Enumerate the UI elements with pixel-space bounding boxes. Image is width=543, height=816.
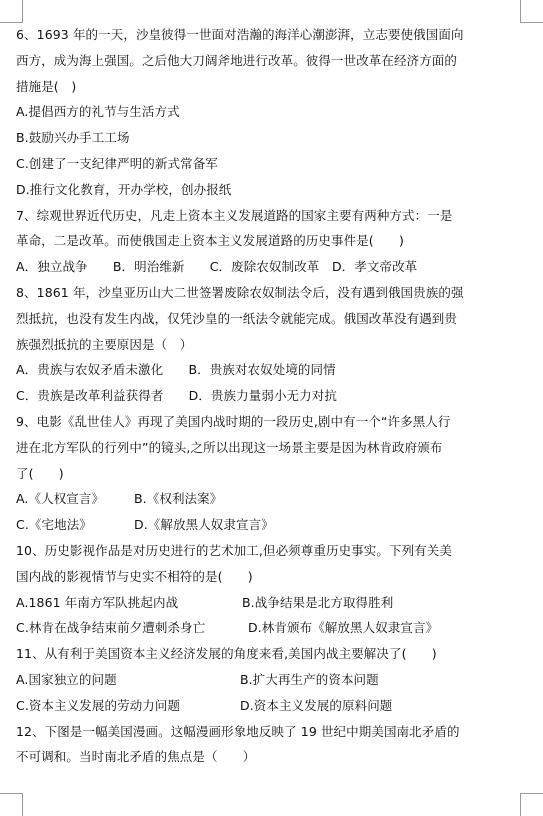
question-stem-line: 国内战的影视情节与史实不相符的是( ) [16,568,253,584]
question-stem-line: 9、电影《乱世佳人》再现了美国内战时期的一段历史,剧中有一个“许多黑人行 [16,413,451,429]
crop-mark-top-left [0,0,23,23]
option-a: A.国家独立的问题 [16,671,117,687]
question-8 [16,280,536,409]
question-stem-line: 10、历史影视作品是对历史进行的艺术加工,但必须尊重历史事实。下列有关美 [16,542,452,558]
option-d: D.《解放黑人奴隶宣言》 [134,517,274,533]
question-stem-line: 进在北方军队的行列中”的镜头,之所以出现这一场景主要是因为林肯政府颁布 [16,439,443,455]
option-a: A.提倡西方的礼节与生活方式 [16,104,180,120]
question-stem-line: 了( ) [16,465,64,481]
option-d: D.推行文化教育，开办学校，创办报纸 [16,181,232,197]
question-stem-line: 8、1861 年，沙皇亚历山大二世签署废除农奴制法令后，没有遇到俄国贵族的强 [16,284,464,300]
option-b: B.鼓励兴办手工工场 [16,130,130,146]
option-d: D.林肯颁布《解放黑人奴隶宣言》 [248,620,439,636]
option-d: D.资本主义发展的原料问题 [240,697,393,713]
question-stem-line: 革命，二是改革。而使俄国走上资本主义发展道路的历史事件是( ) [16,233,404,249]
question-stem-line: 不可调和。当时南北矛盾的焦点是（ ） [16,749,256,765]
options-row [16,615,536,641]
question-stem-line: 11、从有利于美国资本主义经济发展的角度来看,美国内战主要解决了( ) [16,646,437,662]
options-row [16,486,536,512]
option-c: C.林肯在战争结束前夕遭刺杀身亡 [16,620,206,636]
options-line: A．贵族与农奴矛盾未激化 B．贵族对农奴处境的同情 [16,362,336,378]
option-b: B.扩大再生产的资本问题 [240,671,379,687]
option-a: A.1861 年南方军队挑起内战 [16,594,179,610]
options-line: A．独立战争 B．明治维新 C．废除农奴制改革 D．孝文帝改革 [16,259,418,275]
options-row [16,693,536,719]
question-stem-line: 12、下图是一幅美国漫画。这幅漫画形象地反映了 19 世纪中期美国南北矛盾的 [16,723,460,739]
question-stem-line: 西方，成为海上强国。之后他大刀阔斧地进行改革。彼得一世改革在经济方面的 [16,52,458,68]
question-stem-line: 烈抵抗，也没有发生内战，仅凭沙皇的一纸法令就能完成。俄国改革没有遇到贵 [16,310,458,326]
options-row [16,590,536,616]
option-b: B.战争结果是北方取得胜利 [242,594,394,610]
options-row [16,512,536,538]
question-stem-line: 7、综观世界近代历史，凡走上资本主义发展道路的国家主要有两种方式：一是 [16,207,453,223]
crop-mark-top-right [520,0,543,23]
question-stem-line: 族强烈抵抗的主要原因是（ ） [16,336,193,352]
question-7 [16,203,536,280]
question-10 [16,538,536,641]
option-b: B.《权利法案》 [134,491,223,507]
option-c: C.资本主义发展的劳动力问题 [16,697,181,713]
option-c: C.创建了一支纪律严明的新式常备军 [16,155,218,171]
options-row [16,667,536,693]
question-stem-line: 措施是( ) [16,78,77,94]
question-list [16,22,536,770]
crop-mark-bottom-right [520,793,543,816]
question-6 [16,22,536,203]
option-c: C.《宅地法》 [16,517,92,533]
question-stem-line: 6、1693 年的一天，沙皇彼得一世面对浩瀚的海洋心潮澎湃，立志要使俄国面向 [16,27,464,42]
question-9 [16,409,536,538]
crop-mark-bottom-left [0,793,23,816]
question-11 [16,641,536,718]
question-12 [16,719,536,771]
options-line: C．贵族是改革利益获得者 D．贵族力量弱小无力对抗 [16,388,337,404]
option-a: A.《人权宣言》 [16,491,105,507]
